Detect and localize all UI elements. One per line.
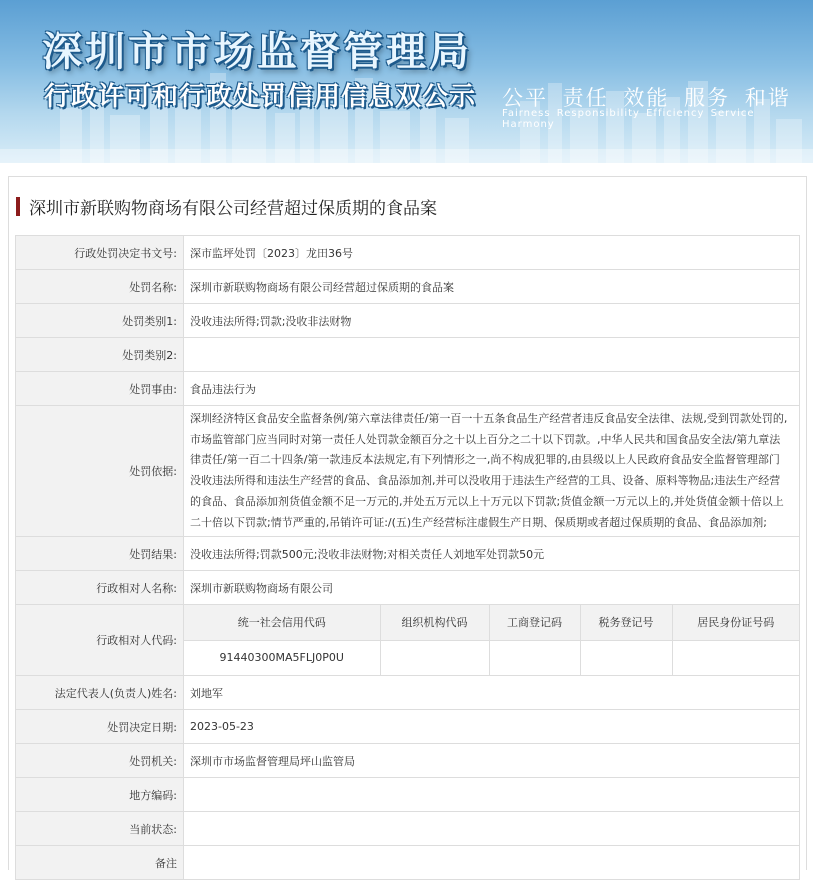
heading-accent-bar — [16, 197, 20, 216]
header-tax-reg-no: 税务登记号 — [580, 605, 672, 640]
row-status — [16, 812, 800, 846]
label-local-code: 地方编码: — [16, 778, 184, 812]
header-credit-code: 统一社会信用代码 — [184, 605, 380, 640]
row-counterpart-code — [16, 605, 800, 676]
code-header-row — [184, 605, 799, 640]
label-decision-date: 处罚决定日期: — [16, 710, 184, 744]
penalty-info-table — [15, 235, 800, 880]
header-banner — [0, 0, 813, 163]
case-detail-panel — [8, 176, 807, 870]
row-category2 — [16, 338, 800, 372]
label-result: 处罚结果: — [16, 537, 184, 571]
label-category1: 处罚类别1: — [16, 304, 184, 338]
header-business-reg-code: 工商登记码 — [489, 605, 580, 640]
label-category2: 处罚类别2: — [16, 338, 184, 372]
value-decision-no: 深市监坪处罚〔2023〕龙田36号 — [184, 236, 800, 270]
value-legal-rep: 刘地军 — [184, 676, 800, 710]
header-id-card-no: 居民身份证号码 — [672, 605, 799, 640]
value-category2 — [184, 338, 800, 372]
label-remarks: 备注 — [16, 846, 184, 880]
value-penalty-name: 深圳市新联购物商场有限公司经营超过保质期的食品案 — [184, 270, 800, 304]
counterpart-code-table — [184, 605, 799, 675]
row-legal-rep — [16, 676, 800, 710]
header-org-code: 组织机构代码 — [380, 605, 489, 640]
label-counterpart-name: 行政相对人名称: — [16, 571, 184, 605]
label-status: 当前状态: — [16, 812, 184, 846]
label-basis: 处罚依据: — [16, 406, 184, 537]
row-decision-no — [16, 236, 800, 270]
basis-line: 的食品、食品添加剂货值金额不足一万元的,并处五万元以上十万元以下罚款;货值金额一万元以上的,并处货值金额十倍以上 — [190, 494, 784, 508]
banner-subtitle: 行政许可和行政处罚信用信息双公示 — [44, 82, 477, 112]
row-basis — [16, 406, 800, 537]
case-title: 深圳市新联购物商场有限公司经营超过保质期的食品案 — [29, 198, 437, 219]
value-credit-code: 91440300MA5FLJ0P0U — [184, 640, 380, 675]
label-reason: 处罚事由: — [16, 372, 184, 406]
label-counterpart-code: 行政相对人代码: — [16, 605, 184, 676]
case-heading — [16, 195, 437, 217]
row-penalty-name — [16, 270, 800, 304]
value-local-code — [184, 778, 800, 812]
row-reason — [16, 372, 800, 406]
row-local-code — [16, 778, 800, 812]
value-result: 没收违法所得;罚款500元;没收非法财物;对相关责任人刘地军处罚款50元 — [184, 537, 800, 571]
basis-line: 律责任/第一百二十四条/第一款违反本法规定,有下列情形之一,尚不构成犯罪的,由县级以上人民政府食品安全监督管理部门 — [190, 453, 780, 467]
label-authority: 处罚机关: — [16, 744, 184, 778]
banner-slogan-english: Fairness Responsibility Efficiency Service Harmony — [502, 108, 755, 130]
row-remarks — [16, 846, 800, 880]
value-reason: 食品违法行为 — [184, 372, 800, 406]
value-counterpart-name: 深圳市新联购物商场有限公司 — [184, 571, 800, 605]
basis-line: 深圳经济特区食品安全监督条例/第六章法律责任/第一百一十五条食品生产经营者违反食品安全法律、法规,受到罚款处罚的, — [190, 412, 788, 425]
value-business-reg-code — [489, 640, 580, 675]
code-value-row — [184, 640, 799, 675]
value-tax-reg-no — [580, 640, 672, 675]
value-remarks — [184, 846, 800, 880]
banner-slogan: 公平 责任 效能 服务 和谐 — [502, 86, 791, 110]
row-counterpart-name — [16, 571, 800, 605]
label-decision-no: 行政处罚决定书文号: — [16, 236, 184, 270]
value-org-code — [380, 640, 489, 675]
label-penalty-name: 处罚名称: — [16, 270, 184, 304]
basis-line: 没收违法所得和违法生产经营的食品、食品添加剂,并可以没收用于违法生产经营的工具、设备、原料等物品;违法生产经营 — [190, 474, 781, 488]
basis-line: 市场监管部门应当同时对第一责任人处罚款金额百分之十以上百分之二十以下罚款。,中华人民共和国食品安全法/第九章法 — [190, 432, 781, 446]
value-basis — [184, 406, 800, 537]
value-category1: 没收违法所得;罚款;没收非法财物 — [184, 304, 800, 338]
banner-title: 深圳市市场监督管理局 — [42, 29, 472, 75]
counterpart-code-cell — [184, 605, 800, 676]
basis-line: 二十倍以下罚款;情节严重的,吊销许可证:/(五)生产经营标注虚假生产日期、保质期或者超过保质期的食品、食品添加剂; — [190, 515, 767, 529]
value-decision-date: 2023-05-23 — [184, 710, 800, 744]
value-status — [184, 812, 800, 846]
row-category1 — [16, 304, 800, 338]
value-authority: 深圳市市场监督管理局坪山监管局 — [184, 744, 800, 778]
label-legal-rep: 法定代表人(负责人)姓名: — [16, 676, 184, 710]
row-authority — [16, 744, 800, 778]
row-decision-date — [16, 710, 800, 744]
value-id-card-no — [672, 640, 799, 675]
row-result — [16, 537, 800, 571]
